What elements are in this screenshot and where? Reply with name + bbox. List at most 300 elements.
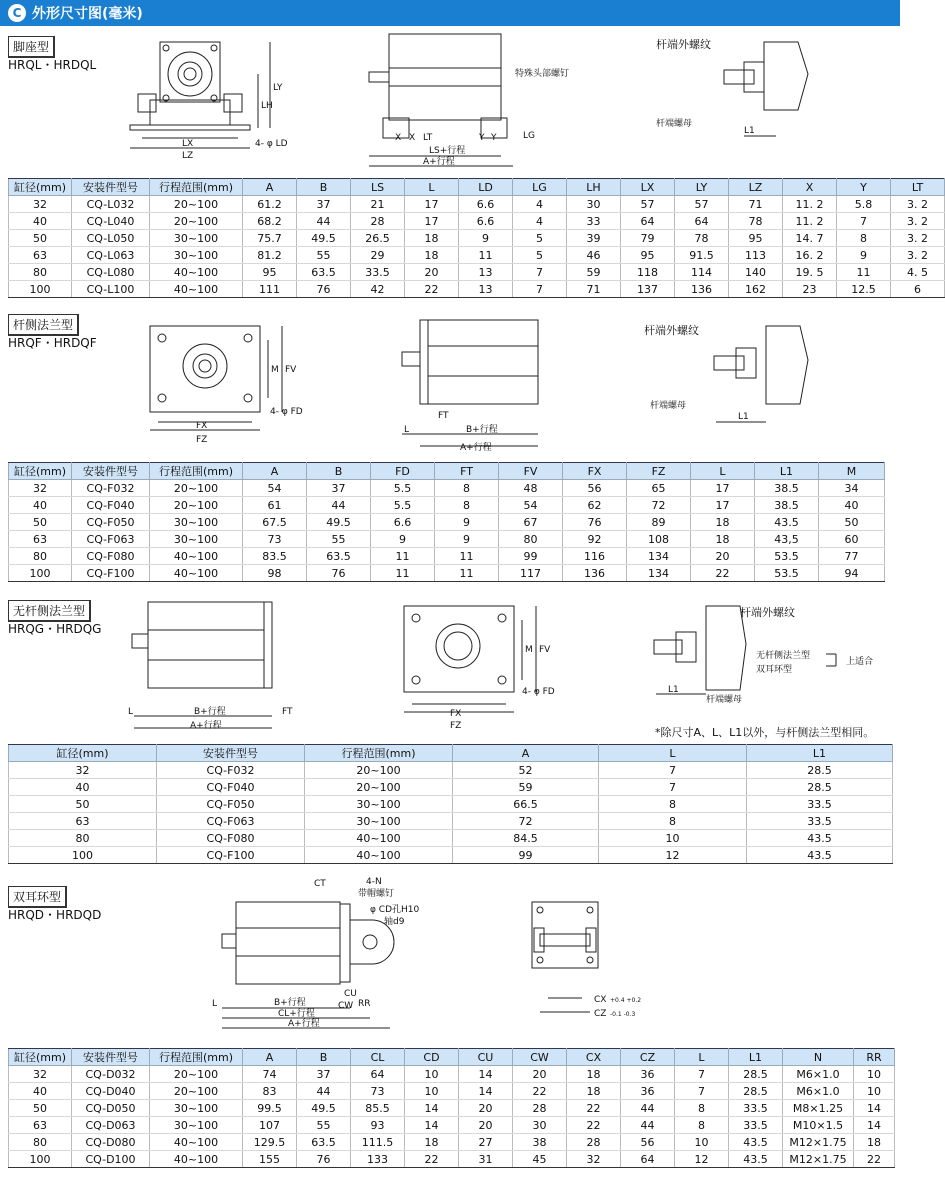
option-double-clevis: 双耳环型 (756, 665, 793, 675)
table-cell: 18 (405, 1134, 459, 1151)
column-header: LG (513, 179, 567, 196)
dim-fx: FX (450, 709, 462, 719)
table-cell: 5 (513, 230, 567, 247)
table-cell: 22 (513, 1083, 567, 1100)
table-cell: 22 (691, 565, 755, 582)
hrqg-front-view (396, 600, 576, 732)
table-cell: 14 (854, 1117, 895, 1134)
table-cell: 43.5 (729, 1151, 783, 1168)
hrqg-side-view (124, 598, 304, 738)
table-row (9, 830, 893, 847)
table-cell: 10 (675, 1134, 729, 1151)
table-cell: CQ-D050 (72, 1100, 150, 1117)
table-cell: 114 (675, 264, 729, 281)
table-cell: 20~100 (150, 196, 243, 213)
column-header: B (297, 179, 351, 196)
table-cell: 129.5 (243, 1134, 297, 1151)
dim-ct: CT (314, 879, 326, 889)
table-cell: 20 (459, 1117, 513, 1134)
table-cell: 72 (453, 813, 599, 830)
table-cell: 7 (599, 762, 747, 779)
table-row (9, 1100, 895, 1117)
table-cell: 44 (297, 213, 351, 230)
table-row (9, 847, 893, 864)
table-cell: CQ-F050 (72, 514, 150, 531)
column-header: L1 (729, 1049, 783, 1066)
table-cell: 33 (567, 213, 621, 230)
table-cell: 63 (9, 813, 157, 830)
column-header: N (783, 1049, 854, 1066)
table-cell: 13 (459, 281, 513, 298)
table-cell: 136 (563, 565, 627, 582)
table-cell: 56 (563, 480, 627, 497)
table-cell: 7 (513, 264, 567, 281)
dim-cx: CX (594, 995, 607, 1005)
table-cell: 50 (9, 1100, 72, 1117)
dim-a: A+行程 (423, 157, 455, 167)
table-cell: 99.5 (243, 1100, 297, 1117)
table-cell: 75.7 (243, 230, 297, 247)
table-cell: 107 (243, 1117, 297, 1134)
table-cell: 40~100 (150, 548, 243, 565)
table-cell: 40 (9, 779, 157, 796)
column-header: 行程范围(mm) (305, 745, 453, 762)
table-cell: 42 (351, 281, 405, 298)
table-cell: CQ-F080 (72, 548, 150, 565)
dim-a: A+行程 (288, 1019, 320, 1029)
column-header: CW (513, 1049, 567, 1066)
table-cell: 64 (621, 1151, 675, 1168)
table-cell: 8 (675, 1117, 729, 1134)
dim-y: Y (479, 133, 485, 143)
table-cell: CQ-F040 (72, 497, 150, 514)
table-cell: 32 (567, 1151, 621, 1168)
table-cell: CQ-F080 (157, 830, 305, 847)
dim-fz: FZ (450, 721, 462, 731)
table-cell: 8 (837, 230, 891, 247)
dim-fv: FV (285, 365, 297, 375)
table-row (9, 565, 885, 582)
table-cell: 9 (435, 514, 499, 531)
table-cell: CQ-D032 (72, 1066, 150, 1083)
table-cell: CQ-F063 (72, 531, 150, 548)
table-cell: 20 (459, 1100, 513, 1117)
table-cell: 40~100 (150, 1134, 243, 1151)
table-cell: 49.5 (297, 230, 351, 247)
column-header: 安装件型号 (157, 745, 305, 762)
dim-cz-tol: -0.1 -0.3 (610, 1011, 636, 1018)
table-cell: 14 (405, 1117, 459, 1134)
table-cell: 80 (9, 264, 72, 281)
table-cell: 30~100 (150, 1117, 243, 1134)
table-cell: 43.5 (755, 514, 819, 531)
table-cell: 134 (627, 548, 691, 565)
column-header: 安装件型号 (72, 1049, 150, 1066)
dim-fd: 4- φ FD (522, 687, 555, 697)
table-cell: 20~100 (150, 213, 243, 230)
dim-lt: LT (423, 133, 433, 143)
table-cell: 8 (599, 796, 747, 813)
table-cell: 38 (513, 1134, 567, 1151)
hrqg-note: *除尺寸A、L、L1以外，与杆侧法兰型相同。 (655, 726, 875, 739)
table-hrql (8, 178, 945, 298)
table-cell: 30~100 (150, 514, 243, 531)
table-cell: M6×1.0 (783, 1066, 854, 1083)
table-cell: 55 (297, 1117, 351, 1134)
table-cell: 73 (351, 1083, 405, 1100)
table-cell: CQ-F050 (157, 796, 305, 813)
hrqd-front-view (520, 890, 660, 1030)
table-cell: 20~100 (150, 1066, 243, 1083)
table-cell: 79 (621, 230, 675, 247)
table-cell: 48 (499, 480, 563, 497)
table-cell: 61.2 (243, 196, 297, 213)
table-cell: 54 (499, 497, 563, 514)
table-cell: 65 (627, 480, 691, 497)
table-cell: CQ-L080 (72, 264, 150, 281)
table-cell: 95 (243, 264, 297, 281)
table-row (9, 196, 945, 213)
table-cell: 54 (243, 480, 307, 497)
table-cell: 26.5 (351, 230, 405, 247)
dim-lz: LZ (182, 151, 194, 161)
table-cell: CQ-D040 (72, 1083, 150, 1100)
table-cell: 49.5 (307, 514, 371, 531)
table-cell: 20~100 (305, 779, 453, 796)
table-cell: 43.5 (747, 847, 893, 864)
table-cell: 16. 2 (783, 247, 837, 264)
table-cell: 9 (371, 531, 435, 548)
table-cell: 32 (9, 480, 72, 497)
table-cell: 93 (351, 1117, 405, 1134)
dim-l1: L1 (744, 126, 755, 136)
table-cell: 40~100 (150, 565, 243, 582)
table-cell: CQ-L063 (72, 247, 150, 264)
table-cell: 36 (621, 1066, 675, 1083)
column-header: 缸径(mm) (9, 1049, 72, 1066)
table-cell: M10×1.5 (783, 1117, 854, 1134)
table-row (9, 779, 893, 796)
table-cell: 33.5 (351, 264, 405, 281)
table-cell: 7 (837, 213, 891, 230)
table-cell: 80 (9, 830, 157, 847)
table-cell: 45 (513, 1151, 567, 1168)
column-header: LY (675, 179, 729, 196)
table-cell: 36 (621, 1083, 675, 1100)
table-cell: 5 (513, 247, 567, 264)
table-cell: 39 (567, 230, 621, 247)
table-cell: 46 (567, 247, 621, 264)
table-cell: 17 (405, 196, 459, 213)
column-header: FX (563, 463, 627, 480)
table-cell: 83 (243, 1083, 297, 1100)
table-cell: 40 (9, 1083, 72, 1100)
column-header: 行程范围(mm) (150, 179, 243, 196)
hrql-rod-end-view (648, 34, 828, 144)
dim-b: B+行程 (466, 425, 498, 435)
dim-cl: CL+行程 (278, 1009, 315, 1019)
table-cell: 44 (621, 1100, 675, 1117)
column-header: LZ (729, 179, 783, 196)
section-models-hrqf: HRQF・HRDQF (8, 336, 97, 350)
dim-a: A+行程 (460, 443, 492, 453)
table-cell: 56 (621, 1134, 675, 1151)
table-cell: 53.5 (755, 548, 819, 565)
section-models-hrqg: HRQG・HRDQG (8, 622, 102, 636)
table-cell: 74 (243, 1066, 297, 1083)
table-row (9, 796, 893, 813)
table-row (9, 762, 893, 779)
dim-ld: 4- φ LD (255, 139, 288, 149)
table-cell: 89 (627, 514, 691, 531)
table-cell: 50 (819, 514, 885, 531)
column-header: CZ (621, 1049, 675, 1066)
dim-l1: L1 (668, 685, 679, 695)
table-cell: 63 (9, 1117, 72, 1134)
column-header: LT (891, 179, 945, 196)
column-header: B (307, 463, 371, 480)
table-cell: 14 (459, 1066, 513, 1083)
section-tag-hrql: 脚座型 (8, 36, 55, 58)
table-cell: 44 (307, 497, 371, 514)
table-cell: 40~100 (305, 830, 453, 847)
table-cell: 99 (453, 847, 599, 864)
table-cell: 40 (9, 497, 72, 514)
cap-screw-label: 带帽螺钉 (358, 889, 395, 899)
table-cell: 14 (459, 1083, 513, 1100)
column-header: CX (567, 1049, 621, 1066)
table-cell: 76 (307, 565, 371, 582)
table-cell: 11 (459, 247, 513, 264)
dim-cd: φ CD孔H10 (370, 905, 420, 915)
section-tag-hrqg: 无杆侧法兰型 (8, 600, 91, 622)
table-cell: 59 (567, 264, 621, 281)
table-cell: 20~100 (150, 1083, 243, 1100)
column-header: A (243, 1049, 297, 1066)
table-row (9, 497, 885, 514)
table-row (9, 813, 893, 830)
table-cell: 80 (9, 1134, 72, 1151)
table-cell: 7 (675, 1083, 729, 1100)
table-cell: 6.6 (371, 514, 435, 531)
table-cell: CQ-L032 (72, 196, 150, 213)
table-cell: 62 (563, 497, 627, 514)
table-cell: 22 (405, 1151, 459, 1168)
table-cell: CQ-L100 (72, 281, 150, 298)
table-cell: 8 (435, 497, 499, 514)
dim-ft: FT (438, 411, 449, 421)
hrql-front-view (120, 30, 310, 170)
table-cell: 40~100 (305, 847, 453, 864)
table-cell: 80 (9, 548, 72, 565)
table-cell: 59 (453, 779, 599, 796)
column-header: FZ (627, 463, 691, 480)
shaft-label: 轴d9 (384, 917, 405, 927)
table-row (9, 264, 945, 281)
table-cell: 11. 2 (783, 213, 837, 230)
table-cell: 20 (513, 1066, 567, 1083)
column-header: RR (854, 1049, 895, 1066)
table-cell: 17 (691, 497, 755, 514)
table-row (9, 1117, 895, 1134)
section-models-hrql: HRQL・HRDQL (8, 58, 97, 72)
table-cell: 14 (854, 1100, 895, 1117)
column-header: FD (371, 463, 435, 480)
table-cell: 32 (9, 762, 157, 779)
table-cell: 9 (435, 531, 499, 548)
table-cell: 20~100 (305, 762, 453, 779)
table-cell: 14. 7 (783, 230, 837, 247)
page-title: 外形尺寸图(毫米) (32, 6, 143, 22)
table-cell: 32 (9, 196, 72, 213)
table-cell: 30~100 (150, 1100, 243, 1117)
table-cell: CQ-F100 (157, 847, 305, 864)
table-cell: 67 (499, 514, 563, 531)
table-cell: 136 (675, 281, 729, 298)
table-cell: 100 (9, 281, 72, 298)
table-cell: 137 (621, 281, 675, 298)
table-cell: 155 (243, 1151, 297, 1168)
table-cell: 9 (459, 230, 513, 247)
table-cell: 6 (891, 281, 945, 298)
table-cell: 85.5 (351, 1100, 405, 1117)
table-cell: 6.6 (459, 213, 513, 230)
table-cell: 77 (819, 548, 885, 565)
table-cell: 63.5 (297, 264, 351, 281)
table-cell: 49.5 (297, 1100, 351, 1117)
section-tag-hrqd: 双耳环型 (8, 886, 67, 908)
section-tag-hrqf: 杆侧法兰型 (8, 314, 79, 336)
table-cell: 81.2 (243, 247, 297, 264)
table-row (9, 514, 885, 531)
table-hrqd (8, 1048, 895, 1168)
table-cell: M12×1.75 (783, 1151, 854, 1168)
dim-l1: L1 (738, 412, 749, 422)
table-cell: 28 (567, 1134, 621, 1151)
table-cell: CQ-F100 (72, 565, 150, 582)
table-cell: 11 (435, 565, 499, 582)
table-cell: 10 (599, 830, 747, 847)
table-cell: 37 (307, 480, 371, 497)
table-cell: 100 (9, 1151, 72, 1168)
table-cell: 28.5 (729, 1066, 783, 1083)
table-cell: 43.5 (729, 1134, 783, 1151)
table-cell: 11 (837, 264, 891, 281)
table-cell: 95 (729, 230, 783, 247)
table-cell: 92 (563, 531, 627, 548)
table-cell: 18 (405, 247, 459, 264)
table-cell: 61 (243, 497, 307, 514)
table-cell: 27 (459, 1134, 513, 1151)
table-cell: 57 (621, 196, 675, 213)
table-cell: 22 (405, 281, 459, 298)
dim-l: L (212, 999, 218, 1009)
dim-n: 4-N (366, 877, 382, 887)
table-row (9, 531, 885, 548)
dim-cw: CW (338, 1001, 354, 1011)
column-header: LS (351, 179, 405, 196)
column-header: LX (621, 179, 675, 196)
table-cell: 140 (729, 264, 783, 281)
table-cell: CQ-D100 (72, 1151, 150, 1168)
table-cell: 14 (405, 1100, 459, 1117)
dim-m: M (525, 645, 533, 655)
dim-cu: CU (344, 989, 357, 999)
table-cell: 63 (9, 247, 72, 264)
table-cell: 162 (729, 281, 783, 298)
table-cell: 40~100 (150, 1151, 243, 1168)
rod-thread-label: 杆端外螺纹 (740, 606, 795, 619)
table-cell: 7 (599, 779, 747, 796)
table-cell: 11 (371, 565, 435, 582)
table-row (9, 213, 945, 230)
column-header: X (783, 179, 837, 196)
table-cell: 118 (621, 264, 675, 281)
table-cell: 55 (297, 247, 351, 264)
column-header: A (243, 179, 297, 196)
table-cell: 22 (567, 1117, 621, 1134)
table-row (9, 548, 885, 565)
column-header: L1 (755, 463, 819, 480)
table-cell: 33.5 (729, 1100, 783, 1117)
table-cell: 91.5 (675, 247, 729, 264)
table-cell: 37 (297, 196, 351, 213)
column-header: LH (567, 179, 621, 196)
table-row (9, 247, 945, 264)
table-cell: 22 (854, 1151, 895, 1168)
table-cell: CQ-F040 (157, 779, 305, 796)
table-cell: 7 (675, 1066, 729, 1083)
dim-lh: LH (261, 101, 273, 111)
table-cell: 19. 5 (783, 264, 837, 281)
table-cell: 55 (307, 531, 371, 548)
table-cell: 94 (819, 565, 885, 582)
dim-rr: RR (358, 999, 371, 1009)
column-header: 行程范围(mm) (150, 463, 243, 480)
table-cell: 71 (567, 281, 621, 298)
dim-l: L (128, 707, 134, 717)
table-cell: M12×1.75 (783, 1134, 854, 1151)
table-cell: 17 (405, 213, 459, 230)
table-cell: 3. 2 (891, 230, 945, 247)
dim-fx: FX (196, 421, 208, 431)
dim-x: X (395, 133, 402, 143)
fits-label: 上适合 (846, 657, 874, 667)
table-cell: 5.5 (371, 497, 435, 514)
dim-lx: LX (182, 139, 194, 149)
table-cell: 11. 2 (783, 196, 837, 213)
table-cell: 98 (243, 565, 307, 582)
dim-x2: X (409, 133, 416, 143)
rod-nut-label: 杆端螺母 (650, 401, 687, 411)
table-cell: 108 (627, 531, 691, 548)
table-cell: 80 (499, 531, 563, 548)
table-cell: 50 (9, 796, 157, 813)
table-cell: 76 (297, 1151, 351, 1168)
table-cell: CQ-L050 (72, 230, 150, 247)
table-cell: 8 (599, 813, 747, 830)
column-header: 缸径(mm) (9, 745, 157, 762)
dim-b: B+行程 (194, 707, 226, 717)
table-cell: 23 (783, 281, 837, 298)
table-cell: 66.5 (453, 796, 599, 813)
table-cell: 53.5 (755, 565, 819, 582)
table-cell: 95 (621, 247, 675, 264)
column-header: 行程范围(mm) (150, 1049, 243, 1066)
table-cell: 30~100 (150, 531, 243, 548)
hrql-side-view (365, 28, 570, 173)
table-cell: 63 (9, 531, 72, 548)
